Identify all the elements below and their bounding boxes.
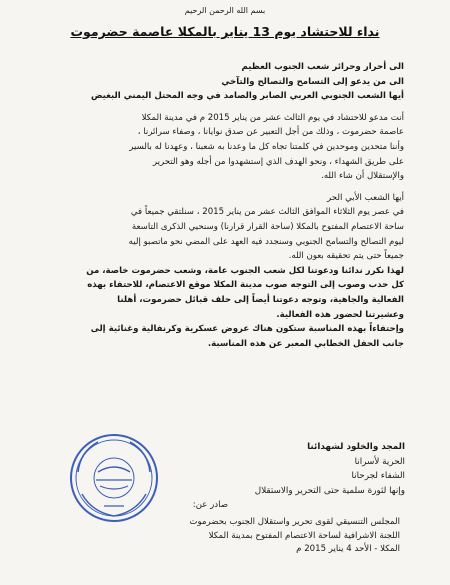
paragraph-line: على طريق الشهداء ، ونحو الهدف الذي إستشهدوا من أجله وهو التحرير [152,156,404,167]
official-stamp [68,432,160,524]
paragraph-line: عاصمة حضرموت ، وذلك من أجل التعبير عن صدق نوايانا ، وصفاء سرائرنا ، [137,127,404,138]
greeting-line: الى من يدعو إلى التسامح والتصالح والتآخي [221,76,404,87]
spacer [38,104,404,111]
slogan-line: وإنها لثورة سلمية حتى التحرير والاستقلال [254,485,405,496]
paragraph-line: كل حدب وصوب إلى التوجه صوب مدينة المكلا موقع الاعتصام، للاحتفاء بهذه [87,280,404,291]
paragraph-line: أنت مدعو للاحتشاد في يوم الثالث عشر من يناير 2015 م في مدينة المكلا [141,112,404,123]
slogan-line: الشفاء لجرحانا [351,471,405,482]
paragraph-line: ساحة الاعتصام المفتوح بالمكلا (ساحة القرار قرارنا) وسنحيي الذكرى التاسعة [131,221,404,232]
paragraph-line: جانب الحفل الخطابي المعبر عن هذه المناسبة. [207,338,404,349]
paragraph-line: لهذا نكرر ندائنا ودعوتنا لكل شعب الجنوب عامة، وشعب حضرموت خاصة، من [86,265,404,276]
spacer [38,184,404,191]
paragraph-line: الفعالية والجاهية، وتوجه دعوتنا أيضاً إلى حلف قبائل حضرموت، أهلنا [117,294,404,305]
issued-by-label: صادر عن: [192,500,228,510]
signature-line: اللجنة الاشرافية لساحة الاعتصام المفتوح بمدينة المكلا [208,530,400,541]
paragraph-line: في عصر يوم الثلاثاء الموافق الثالث عشر من يناير 2015 ، سنلتقي جميعاً في [130,207,404,218]
slogan-line: المجد والخلود لشهدائنا [307,442,405,452]
paragraph-line: وعشيرتنا لحضور هذه الفعالية. [276,309,404,320]
greeting-line: أيها الشعب الجنوبي العربي الصابر والصامد في وجه المحتل اليمني البغيض [90,91,404,102]
paragraph-line: وإحتفاءاً بهذه المناسبة ستكون هناك عروض عسكرية وكرنفالية وغنائية إلى [90,324,404,335]
closing-slogans [150,440,405,498]
paragraph-line: جميعاً حتى يتم تحقيقه بعون الله. [288,251,404,262]
signature-line: المجلس التنسيقي لقوى تحرير واستقلال الجنوب بحضرموت [189,517,400,527]
signature-line: المكلا - الأحد 4 يناير 2015 م [296,544,400,554]
document-title: نداء للاحتشاد يوم 13 يناير بالمكلا عاصمة حضرموت [70,24,380,39]
paragraph-line: ليوم التصالح والتسامح الجنوبي وسنجدد فيه العهد على المضي نحو ماتصبو إليه [128,236,404,247]
paragraph-line: والإستقلال أن شاء الله. [321,171,404,182]
document-body [38,60,404,351]
stamp-seal-icon [68,432,160,524]
slogan-line: الحرية لأسرانا [354,456,405,467]
paragraph-heading: أيها الشعب الأبي الحر [327,192,404,203]
paragraph-line: وأننا متحدين وموحدين في كلمتنا تجاه كل ما وعدنا به شعبنا ، وعهدنا له بالسير [129,141,404,152]
basmala: بسم الله الرحمن الرحيم [184,6,266,15]
greeting-line: الى أحرار وحرائر شعب الجنوب العظيم [241,62,404,72]
